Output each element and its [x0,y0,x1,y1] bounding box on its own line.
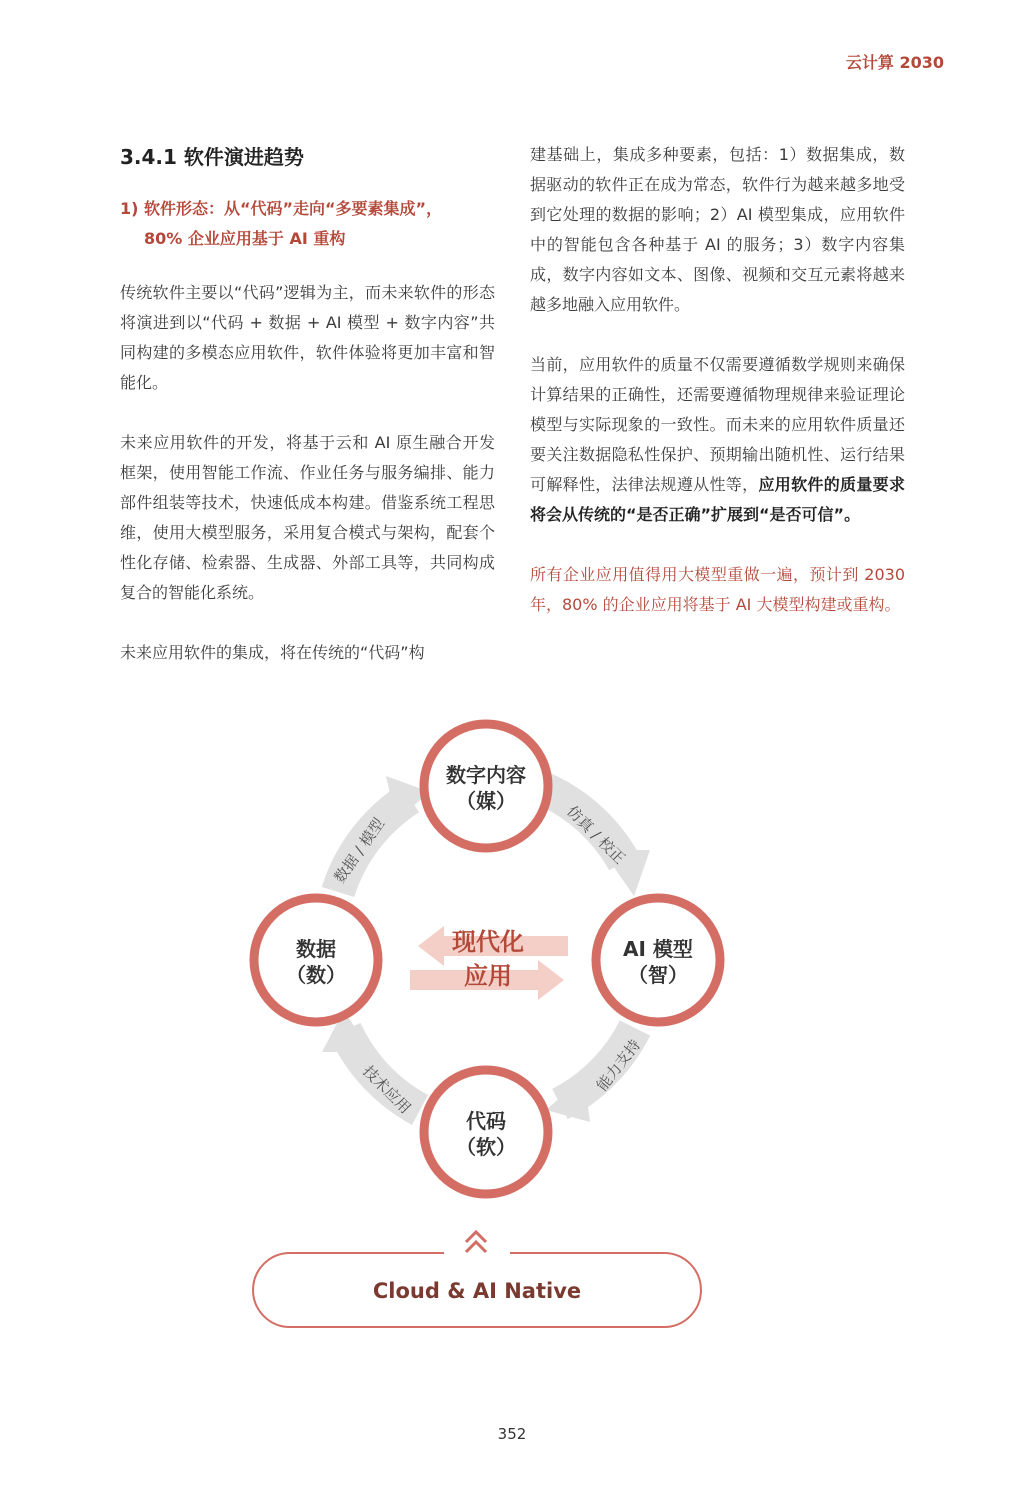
node-data-line-2: （数） [286,963,346,987]
base-label: Cloud & AI Native [372,1279,582,1303]
arc-label-top-right: 仿真 / 校正 [563,802,629,868]
node-ai-model-line-2: （智） [628,963,688,987]
header-title: 云计算 2030 [845,53,944,72]
node-digital-content-line-2: （媒） [456,789,516,813]
left-paragraph-3: 未来应用软件的集成，将在传统的“代码”构 [120,643,425,662]
left-paragraph-2: 未来应用软件的开发，将基于云和 AI 原生融合开发框架，使用智能工作流、作业任务与服务编排、能力部件组装等技术，快速低成本构建。借鉴系统工程思维，使用大模型服务，采用复合模式与架构，配套个性化存储、检索器、生成器、外部工具等，共同构成复合的智能化系统。 [120,433,495,602]
modern-application-diagram [0,700,1024,1350]
right-paragraph-2 [530,350,905,530]
node-data-line-1: 数据 [296,937,336,961]
arc-label-bottom-left: 技术应用 [359,1062,415,1118]
subtitle [120,194,495,254]
center-label-line-1: 现代化 [452,928,524,956]
right-column [530,140,905,620]
arc-label-bottom-right: 能力支持 [592,1036,645,1095]
node-code-line-2: （软） [456,1135,516,1159]
subtitle-number: 1) [120,199,139,218]
right-paragraph-3-highlight: 所有企业应用值得用大模型重做一遍，预计到 2030 年，80% 的企业应用将基于 AI 大模型构建或重构。 [530,565,905,614]
arc-label-top-left: 数据 / 模型 [330,814,389,887]
section-title: 3.4.1 软件演进趋势 [120,145,304,169]
node-digital-content [424,724,548,848]
node-code [424,1070,548,1194]
right-paragraph-1: 建基础上，集成多种要素，包括：1）数据集成，数据驱动的软件正在成为常态，软件行为越来越多地受到它处理的数据的影响；2）AI 模型集成，应用软件中的智能包含各种基于 AI 的服务；3）数字内容集成，数字内容如文本、图像、视频和交互元素将越来越多地融入应用软件。 [530,145,905,314]
node-digital-content-line-1: 数字内容 [446,763,526,787]
subtitle-line-1: 软件形态：从“代码”走向“多要素集成”， [144,199,443,218]
right-paragraph-2-text: 当前，应用软件的质量不仅需要遵循数学规则来确保计算结果的正确性，还需要遵循物理规律来验证理论模型与实际现象的一致性。而未来的应用软件质量还要关注数据隐私性保护、预期输出随机性、运行结果可解释性，法律法规遵从性等， [530,355,905,494]
double-chevron-up-icon [466,1232,486,1252]
page-number: 352 [497,1425,527,1443]
right-paragraph-2-emphasis: 应用软件的质量要求将会从传统的“是否正确”扩展到“是否可信”。 [530,475,905,524]
cloud-ai-native-base [253,1253,701,1327]
left-column [120,140,495,668]
node-data [254,898,378,1022]
center-label-line-2: 应用 [464,962,512,990]
subtitle-line-2: 80% 企业应用基于 AI 重构 [144,229,346,248]
node-ai-model-line-1: AI 模型 [623,937,693,961]
node-code-line-1: 代码 [466,1109,506,1133]
left-paragraph-1: 传统软件主要以“代码”逻辑为主，而未来软件的形态将演进到以“代码 + 数据 + AI 模型 + 数字内容”共同构建的多模态应用软件，软件体验将更加丰富和智能化。 [120,283,495,392]
node-ai-model [596,898,720,1022]
